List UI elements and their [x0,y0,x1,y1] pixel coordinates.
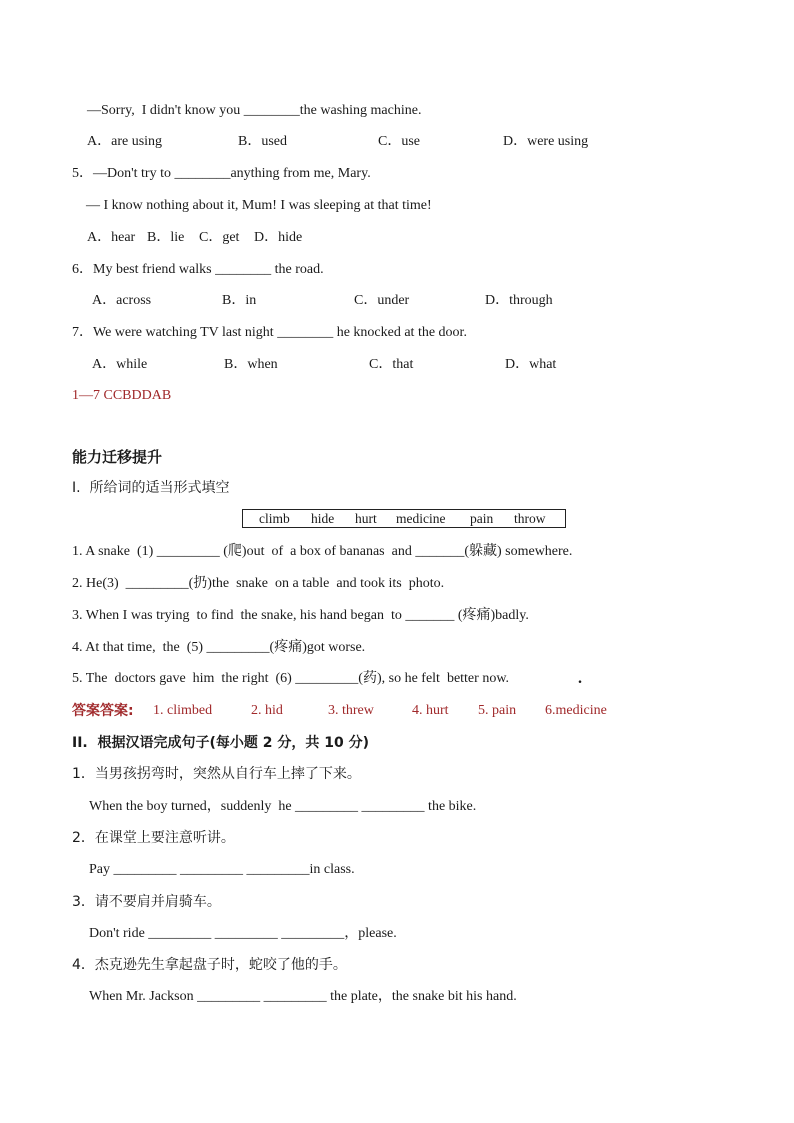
word-medicine: medicine [396,511,446,526]
answer-5: 5. pain [478,703,517,718]
word-pain: pain [470,511,494,526]
fill-sentence-2: 2. He(3) _________(扔)the snake on a table and took its photo. [72,576,445,591]
item4-english: When Mr. Jackson _________ _________ the plate，the snake bit his hand. [89,989,517,1004]
answer-3: 3. threw [328,703,374,718]
item1-chinese: 1．当男孩拐弯时，突然从自行车上摔了下来。 [72,766,361,782]
item2-english: Pay _________ _________ _________in class. [89,862,355,877]
q6-option-c: C．under [354,293,410,308]
fill-sentence-1: 1. A snake (1) _________ (爬)out of a box of bananas and _______(躲藏) somewhere. [72,544,573,559]
fill-sentence-3: 3. When I was trying to find the snake, his hand began to _______ (疼痛)badly. [72,608,529,623]
q5-line2: — I know nothing about it, Mum! I was sleeping at that time! [86,198,432,213]
q5-line1: 5．—Don't try to ________anything from me, Mary. [72,166,371,181]
q4-option-d: D．were using [503,134,589,149]
item1-english: When the boy turned，suddenly he _________ _________ the bike. [89,799,477,814]
fill-sentence-5: 5. The doctors gave him the right (6) _________(药), so he felt better now. [72,671,510,686]
part2-title: II. 根据汉语完成句子(每小题 2 分，共 10 分) [72,735,370,751]
q5-option-d: D．hide [254,230,303,245]
q5-option-a: A．hear [87,230,136,245]
q6-option-a: A．across [92,293,152,308]
part1-title: I. 所给词的适当形式填空 [72,480,230,496]
item3-english: Don't ride _________ _________ _________，please. [89,926,397,941]
q4-option-c: C．use [378,134,420,149]
q7-option-d: D．what [505,357,557,372]
answer-4: 4. hurt [412,703,449,718]
answer-label: 答案答案: [72,703,134,719]
item4-chinese: 4．杰克逊先生拿起盘子时，蛇咬了他的手。 [72,957,347,973]
answer-6: 6.medicine [545,703,607,718]
q6-line: 6．My best friend walks ________ the road. [72,262,324,277]
word-hide: hide [311,511,335,526]
q5-option-c: C．get [199,230,240,245]
q6-option-b: B．in [222,293,257,308]
q4-line2: —Sorry, I didn't know you ________the washing machine. [87,103,422,118]
stray-dot: . [578,670,582,687]
word-climb: climb [259,511,290,526]
q4-option-a: A．are using [87,134,163,149]
fill-sentence-4: 4. At that time, the (5) _________(疼痛)got worse. [72,640,366,655]
q7-line: 7．We were watching TV last night ________ he knocked at the door. [72,325,467,340]
word-throw: throw [514,511,546,526]
answer-1: 1. climbed [153,703,213,718]
word-hurt: hurt [355,511,377,526]
q7-option-a: A．while [92,357,148,372]
section-heading: 能力迁移提升 [72,448,163,466]
item2-chinese: 2．在课堂上要注意听讲。 [72,830,235,846]
answer-2: 2. hid [251,703,283,718]
q6-option-d: D．through [485,293,553,308]
answer-key-1: 1—7 CCBDDAB [72,388,172,403]
q5-option-b: B．lie [147,230,185,245]
item3-chinese: 3．请不要肩并肩骑车。 [72,894,221,910]
q7-option-c: C．that [369,357,414,372]
q7-option-b: B．when [224,357,278,372]
q4-option-b: B．used [238,134,287,149]
word-box [242,509,566,528]
